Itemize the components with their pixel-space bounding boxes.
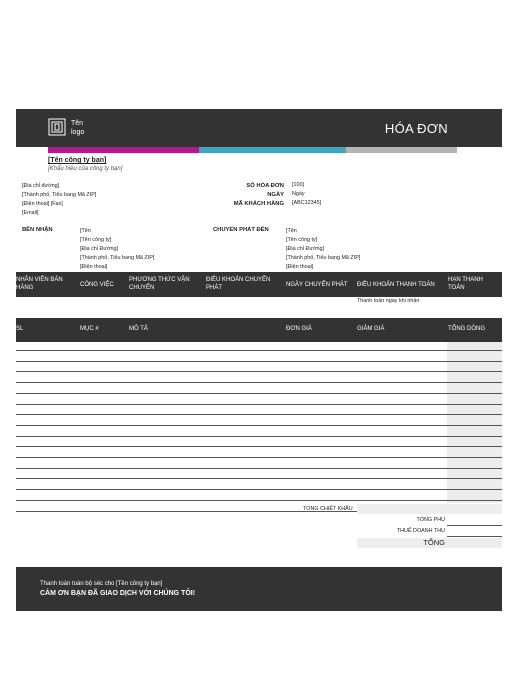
header-payment-terms: ĐIỀU KHOẢN THANH TOÁN — [357, 282, 435, 288]
recipient-label: BÊN NHẬN — [22, 227, 53, 233]
payable-note: Thanh toán toàn bộ séc cho [Tên công ty bạn] — [40, 581, 163, 587]
ship-to-city[interactable]: [Thành phố, Tiểu bang Mã ZIP] — [286, 255, 361, 261]
company-slogan[interactable]: [Khẩu hiệu của công ty bạn] — [48, 166, 123, 172]
invoice-title: HÓA ĐƠN — [384, 121, 448, 136]
item-row-line[interactable] — [16, 382, 502, 383]
customer-id-value[interactable]: [ABC12345] — [292, 200, 322, 206]
accent-bar-teal — [199, 147, 346, 153]
item-row-line[interactable] — [16, 489, 502, 490]
recipient-city[interactable]: [Thành phố, Tiểu bang Mã ZIP] — [80, 255, 155, 261]
ship-to-block — [286, 227, 360, 272]
sender-street[interactable]: [Địa chỉ đường] — [22, 183, 60, 189]
recipient-company[interactable]: [Tên công ty] — [80, 237, 112, 243]
invoice-footer — [16, 567, 502, 611]
header-shipping-method: PHƯƠNG THỨC VẬN CHUYỂN — [129, 277, 190, 291]
customer-id-label: MÃ KHÁCH HÀNG — [233, 201, 284, 207]
logo-line-2: logo — [71, 129, 85, 136]
item-row-line[interactable] — [16, 393, 502, 394]
tax-line — [447, 536, 502, 537]
item-row-line[interactable] — [16, 436, 502, 437]
tax-label: THUẾ DOANH THU — [396, 528, 445, 534]
subtotal-line — [447, 525, 502, 526]
sender-phone-fax[interactable]: [Điện thoại] [Fax] — [22, 201, 63, 207]
item-row-line[interactable] — [16, 500, 502, 501]
item-row-line[interactable] — [16, 478, 502, 479]
header-job: CÔNG VIỆC — [80, 282, 114, 288]
sender-email[interactable]: [Email] — [22, 210, 39, 216]
ship-to-phone[interactable]: [Điện thoại] — [286, 264, 314, 270]
invoice-date-label: NGÀY — [267, 192, 284, 198]
item-row-line[interactable] — [16, 446, 502, 447]
item-row-line[interactable] — [16, 350, 502, 351]
ship-to-name[interactable]: [Tên — [286, 228, 297, 234]
header-unit-price: ĐƠN GIÁ — [286, 326, 312, 332]
company-name[interactable]: [Tên công ty bạn] — [48, 157, 107, 164]
ship-to-label: CHUYỂN PHÁT ĐẾN — [213, 227, 269, 233]
header-item-number: MỤC # — [80, 326, 99, 332]
subtotal-label: TỔNG PHỤ — [416, 517, 445, 523]
item-row-line[interactable] — [16, 371, 502, 372]
sender-address — [22, 182, 96, 218]
item-row-line[interactable] — [16, 425, 502, 426]
ship-to-street[interactable]: [Địa chỉ Đường] — [286, 246, 325, 252]
invoice-date-value[interactable]: Ngày — [292, 191, 305, 197]
accent-bar-magenta — [48, 147, 199, 153]
invoice-number-value[interactable]: [100] — [292, 182, 304, 188]
header-line-total: TỔNG DÒNG — [448, 326, 485, 332]
discount-total-cell[interactable] — [357, 504, 502, 514]
header-shipping-terms: ĐIỀU KHOẢN CHUYỂN PHÁT — [206, 277, 271, 291]
item-row-line[interactable] — [16, 361, 502, 362]
logo-line-1: Tên — [71, 120, 84, 127]
header-salesperson: NHÂN VIÊN BÁN HÀNG — [16, 277, 63, 291]
grand-total-label: TỔNG — [423, 538, 445, 547]
item-row-line[interactable] — [16, 457, 502, 458]
recipient-block — [80, 227, 154, 272]
payment-terms-value[interactable]: Thanh toán ngay khi nhận — [357, 298, 420, 304]
invoice-number-label: SỐ HÓA ĐƠN — [246, 183, 284, 189]
item-row-line[interactable] — [16, 414, 502, 415]
discount-total-label: TỔNG CHIẾT KHẤU — [303, 506, 353, 512]
thank-you-note: CẢM ƠN BẠN ĐÃ GIAO DỊCH VỚI CHÚNG TÔI! — [40, 590, 196, 597]
recipient-name[interactable]: [Tên — [80, 228, 91, 234]
logo-icon — [48, 118, 66, 136]
header-delivery-date: NGÀY CHUYỂN PHÁT — [286, 282, 348, 288]
logo-placeholder — [71, 119, 84, 137]
recipient-street[interactable]: [Địa chỉ Đường] — [80, 246, 119, 252]
header-due-date: HẠN THANH TOÁN — [448, 277, 483, 291]
header-discount: GIẢM GIÁ — [357, 326, 385, 332]
item-row-line[interactable] — [16, 404, 502, 405]
ship-to-company[interactable]: [Tên công ty] — [286, 237, 318, 243]
accent-bar-gray — [346, 147, 457, 153]
sender-city[interactable]: [Thành phố, Tiểu bang Mã ZIP] — [22, 192, 97, 198]
recipient-phone[interactable]: [Điện thoại] — [80, 264, 108, 270]
header-description: MÔ TẢ — [129, 326, 148, 332]
item-row-line[interactable] — [16, 468, 502, 469]
header-qty: SL — [16, 326, 24, 332]
